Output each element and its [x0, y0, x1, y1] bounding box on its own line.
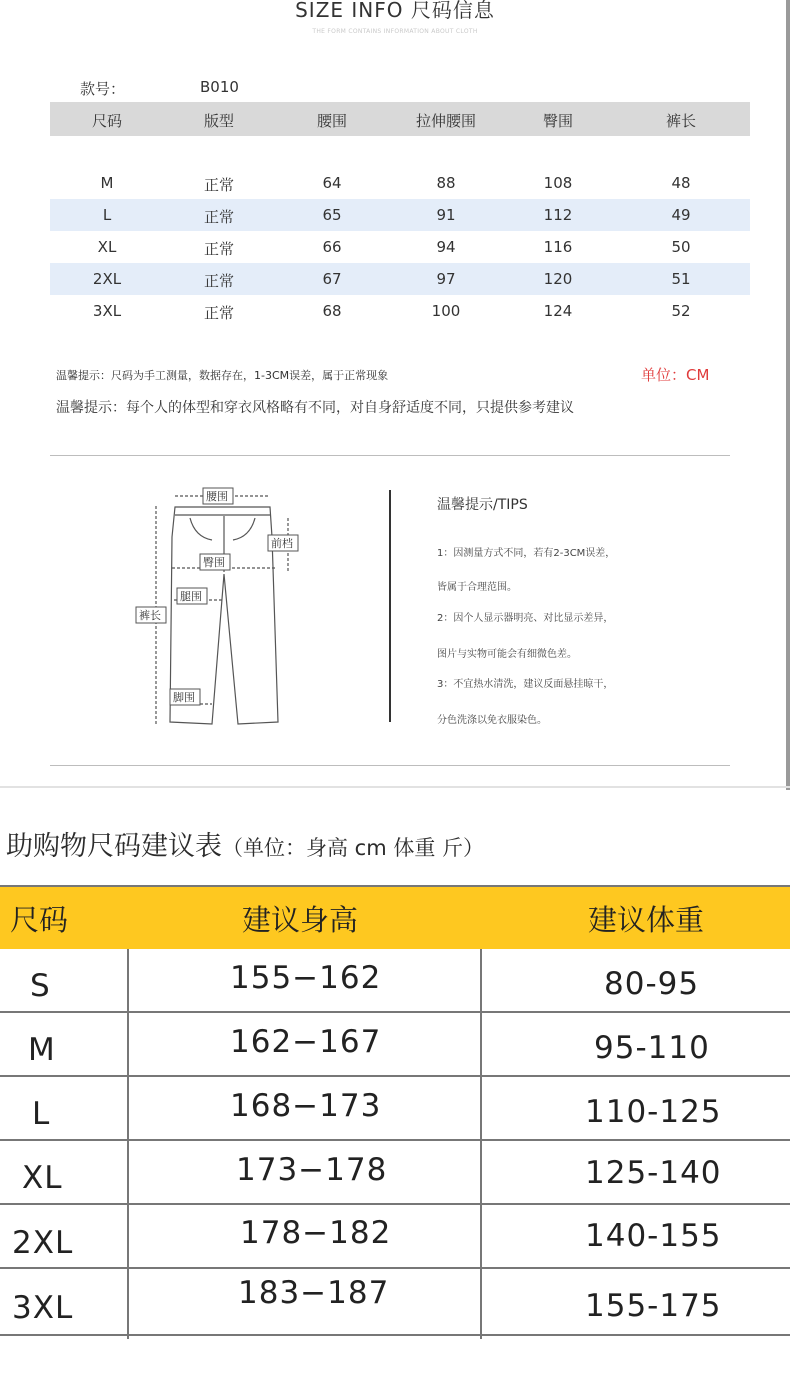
page-subtitle: THE FORM CONTAINS INFORMATION ABOUT CLOTH	[312, 28, 478, 35]
recommend-cell: 173−178	[236, 1152, 388, 1188]
tip-line: 1：因测量方式不同，若有2-3CM误差，	[437, 548, 616, 559]
recommend-cell: 155−162	[230, 960, 382, 996]
recommend-unit: （单位：身高 cm 体重 斤）	[222, 836, 485, 860]
recommend-cell: M	[28, 1032, 56, 1068]
recommend-cell: L	[32, 1096, 51, 1132]
divider-top	[50, 455, 730, 456]
recommend-cell: 95-110	[594, 1030, 710, 1066]
unit-label: 单位：CM	[641, 366, 710, 384]
page-title: SIZE INFO 尺码信息	[295, 0, 495, 22]
recommend-cell: 3XL	[12, 1290, 74, 1326]
table-cell: 50	[671, 238, 691, 256]
table-cell: 120	[543, 270, 573, 288]
table-cell: 112	[543, 206, 573, 224]
tip-line: 3：不宜热水清洗，建议反面悬挂晾干，	[437, 679, 614, 690]
tip-line: 图片与实物可能会有细微色差。	[437, 649, 577, 660]
recommend-col-divider	[480, 949, 482, 1339]
recommend-col-divider	[127, 949, 129, 1339]
measure-note: 温馨提示：尺码为手工测量，数据存在，1-3CM误差，属于正常现象	[56, 369, 389, 382]
table-cell: 88	[436, 174, 456, 192]
recommend-row-divider	[0, 1267, 790, 1269]
recommend-cell: 110-125	[585, 1094, 722, 1130]
recommend-row-divider	[0, 1334, 790, 1336]
recommend-cell: 178−182	[240, 1215, 392, 1251]
col-header-fit: 版型	[203, 112, 234, 130]
table-cell: 52	[671, 302, 691, 320]
table-cell: 66	[322, 238, 342, 256]
recommend-row-divider	[0, 1139, 790, 1141]
table-cell: 65	[322, 206, 342, 224]
divider-bottom	[50, 765, 730, 766]
length-label: 裤长	[139, 609, 161, 622]
pants-measurement-diagram	[120, 482, 320, 732]
table-cell: 2XL	[92, 270, 122, 288]
tip-line: 皆属于合理范围。	[437, 582, 517, 593]
table-cell: 116	[543, 238, 573, 256]
diagram-divider	[389, 490, 391, 722]
recommend-cell: XL	[22, 1160, 63, 1196]
section-divider	[0, 786, 790, 788]
recommend-title	[6, 824, 484, 863]
table-cell: 67	[322, 270, 342, 288]
table-cell: 正常	[203, 304, 234, 322]
recommend-cell: 125-140	[585, 1155, 722, 1191]
recommend-row-divider	[0, 1075, 790, 1077]
hip-label: 臀围	[203, 556, 225, 569]
table-cell: XL	[97, 238, 117, 256]
tips-title: 温馨提示/TIPS	[437, 497, 528, 513]
product-code-value: B010	[200, 78, 239, 96]
table-cell: 48	[671, 174, 691, 192]
table-cell: 正常	[203, 208, 234, 226]
table-cell: 108	[543, 174, 573, 192]
recommend-cell: 168−173	[230, 1088, 382, 1124]
recommend-col-height: 建议身高	[242, 903, 359, 937]
recommend-cell: 80-95	[604, 966, 700, 1002]
recommend-col-size: 尺码	[10, 903, 69, 937]
table-cell: M	[100, 174, 114, 192]
leg-opening-label: 脚围	[173, 691, 195, 704]
table-cell: 124	[543, 302, 573, 320]
recommend-cell: 2XL	[12, 1225, 74, 1261]
table-cell: 49	[671, 206, 691, 224]
col-header-waist: 腰围	[316, 112, 347, 130]
recommend-cell: 140-155	[585, 1218, 722, 1254]
recommend-cell: 183−187	[238, 1275, 390, 1311]
waist-label: 腰围	[206, 490, 228, 503]
recommend-cell: S	[30, 968, 51, 1004]
recommend-cell: 155-175	[585, 1288, 722, 1324]
col-header-size: 尺码	[91, 112, 122, 130]
table-cell: 3XL	[92, 302, 122, 320]
col-header-hip: 臀围	[542, 112, 573, 130]
recommend-row-divider	[0, 1011, 790, 1013]
product-code-label: 款号：	[80, 80, 126, 98]
tip-line: 2：因个人显示器明亮、对比显示差异，	[437, 613, 614, 624]
table-cell: 正常	[203, 176, 234, 194]
page-edge	[786, 0, 790, 790]
table-cell: 94	[436, 238, 456, 256]
table-cell: 正常	[203, 240, 234, 258]
recommend-row-divider	[0, 1203, 790, 1205]
col-header-length: 裤长	[665, 112, 696, 130]
tip-line: 分色洗涤以免衣服染色。	[437, 715, 547, 726]
thigh-label: 腿围	[180, 590, 202, 603]
table-cell: 正常	[203, 272, 234, 290]
table-cell: 51	[671, 270, 691, 288]
table-cell: 68	[322, 302, 342, 320]
table-cell: 97	[436, 270, 456, 288]
table-cell: 91	[436, 206, 456, 224]
front-rise-label: 前档	[271, 537, 293, 550]
table-cell: L	[102, 206, 112, 224]
fit-note: 温馨提示：每个人的体型和穿衣风格略有不同，对自身舒适度不同，只提供参考建议	[56, 400, 574, 416]
recommend-title-text: 助购物尺码建议表	[6, 831, 222, 862]
recommend-cell: 162−167	[230, 1024, 382, 1060]
table-cell: 64	[322, 174, 342, 192]
col-header-stretch-waist: 拉伸腰围	[415, 112, 476, 130]
recommend-col-weight: 建议体重	[588, 903, 705, 937]
table-cell: 100	[431, 302, 461, 320]
recommend-border	[0, 885, 790, 887]
